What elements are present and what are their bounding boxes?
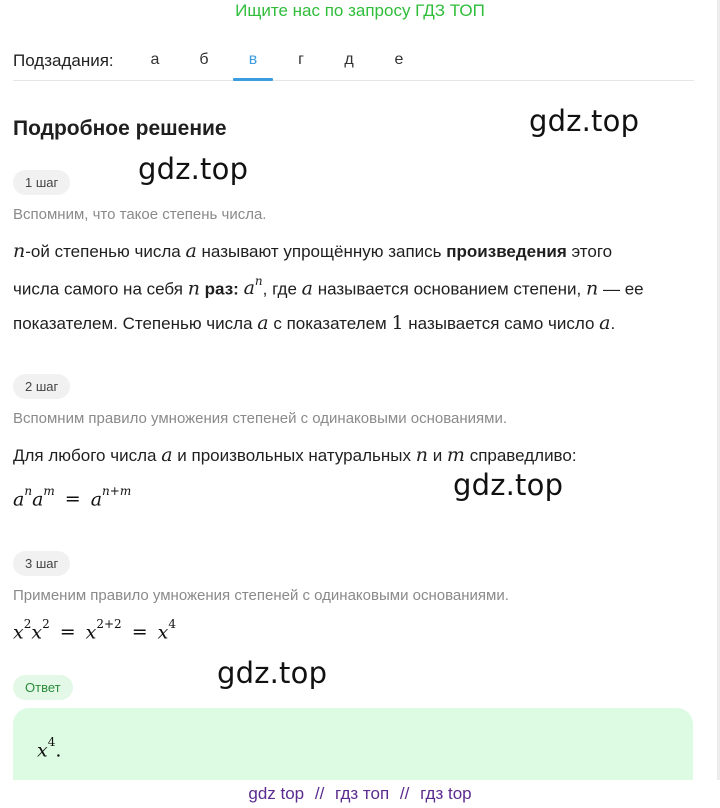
footer-link[interactable]: гдз топ: [335, 784, 390, 803]
footer-link[interactable]: гдз top: [420, 784, 472, 803]
footer-separator: //: [314, 784, 325, 803]
solution-title: Подробное решение: [13, 117, 227, 140]
subtask-tab-g[interactable]: г: [298, 51, 304, 68]
subtasks-bar: [13, 44, 694, 81]
footer-links: [0, 780, 720, 808]
subtask-tab-a[interactable]: а: [150, 51, 160, 68]
step-badge: 1 шаг: [13, 170, 70, 195]
answer-badge: Ответ: [13, 675, 73, 700]
footer-link[interactable]: gdz top: [248, 784, 305, 803]
step-badge: 3 шаг: [13, 551, 70, 576]
subtask-tab-v[interactable]: в: [233, 51, 273, 69]
step-text-line: показателем. Степенью числа a с показателем 1 называется само число a.: [13, 312, 616, 334]
step-text-line: n-ой степенью числа a называют упрощённую запись произведения этого: [13, 240, 613, 262]
watermark: gdz.top: [138, 152, 249, 186]
step-hint: Вспомним правило умножения степеней с одинаковыми основаниями.: [13, 410, 507, 427]
watermark: gdz.top: [217, 656, 328, 690]
formula-application: $x^2x^2 = x^{2+2} = x^4$: [13, 617, 176, 644]
subtask-tab-d[interactable]: д: [344, 51, 354, 68]
watermark: gdz.top: [529, 104, 640, 138]
subtask-tab-b[interactable]: б: [199, 51, 209, 68]
subtasks-label: Подзадания:: [13, 51, 114, 70]
step-badge: 2 шаг: [13, 374, 70, 399]
step-hint: Применим правило умножения степеней с одинаковыми основаниями.: [13, 587, 509, 604]
step-text-line: Для любого числа a и произвольных натуральных n и m справедливо:: [13, 444, 577, 466]
answer-value: $x^4$.: [37, 735, 62, 762]
formula-power-rule: $a^na^m = a^{n+m}$: [13, 484, 132, 511]
subtask-tab-e[interactable]: е: [394, 51, 404, 68]
search-banner: Ищите нас по запросу ГДЗ ТОП: [235, 1, 485, 20]
step-text-line: числа самого на себя n раз: $a^n$, где a называется основанием степени, n — ее: [13, 274, 644, 300]
step-hint: Вспомним, что такое степень числа.: [13, 206, 267, 223]
watermark: gdz.top: [453, 468, 564, 502]
footer-separator: //: [399, 784, 410, 803]
